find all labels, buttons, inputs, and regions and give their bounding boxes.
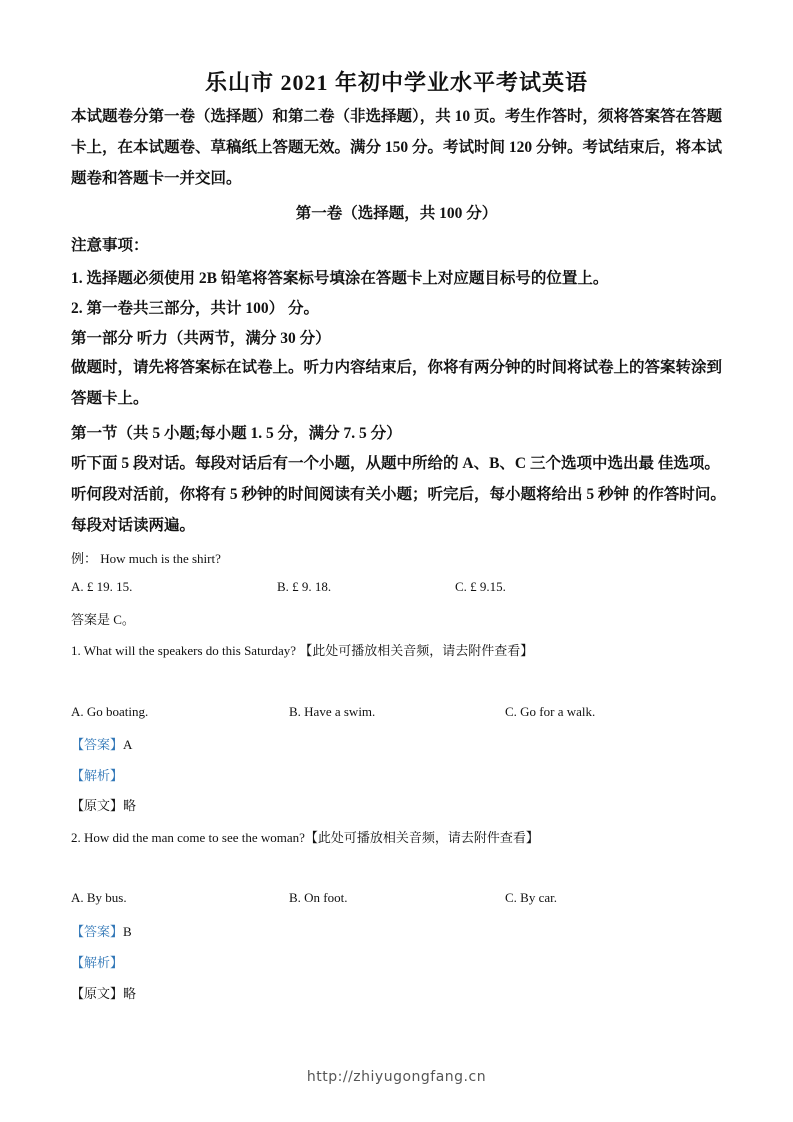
question-1-analysis-tag: 【解析】 — [71, 768, 124, 783]
example-option-a: A. £ 19. 15. — [71, 579, 133, 594]
original-value: 略 — [123, 986, 137, 1001]
answer-value: B — [123, 924, 132, 939]
note-2: 2. 第一卷共三部分，共计 100） 分。 — [71, 300, 320, 317]
section-instructions: 听下面 5 段对话。每段对话后有一个小题，从题中所给的 A、B、C 三个选项中选出最 佳选项。听何段对活前，你将有 5 秒钟的时间阅读有关小题；听完后，每小题将给出 5 秒钟 的作答时问。每段对话读两遍。 — [71, 455, 726, 534]
answer-tag: 【答案】 — [71, 737, 124, 752]
notes-heading: 注意事项： — [71, 237, 149, 254]
question-1-answer-row — [71, 734, 132, 753]
question-2-answer-row — [71, 921, 132, 940]
original-value: 略 — [123, 798, 137, 813]
example-answer: 答案是 C。 — [71, 612, 135, 627]
footer-url[interactable]: http://zhiyugongfang.cn — [306, 1069, 487, 1085]
section-heading: 第一节（共 5 小题;每小题 1. 5 分，满分 7. 5 分） — [71, 425, 402, 442]
section1-title: 第一卷（选择题，共 100 分） — [295, 205, 498, 222]
question-2-original-row — [71, 983, 136, 1002]
question-2-analysis-tag: 【解析】 — [71, 955, 124, 970]
original-tag: 【原文】 — [71, 798, 124, 813]
example-option-c: C. £ 9.15. — [455, 579, 506, 594]
question-2-option-b: B. On foot. — [289, 890, 348, 905]
part1-heading: 第一部分 听力（共两节，满分 30 分） — [71, 330, 331, 347]
part1-instructions: 做题时，请先将答案标在试卷上。听力内容结束后，你将有两分钟的时间将试卷上的答案转涂到答题卡上。 — [71, 359, 723, 407]
question-1-option-c: C. Go for a walk. — [505, 704, 596, 719]
answer-value: A — [123, 737, 133, 752]
question-2-text: 2. How did the man come to see the woman?【此处可播放相关音频，请去附件查看】 — [71, 830, 539, 845]
question-2-option-a: A. By bus. — [71, 890, 127, 905]
answer-tag: 【答案】 — [71, 924, 124, 939]
question-1-option-a: A. Go boating. — [71, 704, 149, 719]
question-1-text: 1. What will the speakers do this Saturday? 【此处可播放相关音频，请去附件查看】 — [71, 643, 534, 658]
question-2-option-c: C. By car. — [505, 890, 557, 905]
example-question: 例： How much is the shirt? — [71, 551, 221, 566]
question-1-original-row — [71, 795, 136, 814]
question-1-option-b: B. Have a swim. — [289, 704, 376, 719]
note-1: 1. 选择题必须使用 2B 铅笔将答案标号填涂在答题卡上对应题目标号的位置上。 — [71, 270, 609, 287]
exam-title: 乐山市 2021 年初中学业水平考试英语 — [204, 70, 588, 95]
example-option-b: B. £ 9. 18. — [277, 579, 332, 594]
intro-paragraph: 本试题卷分第一卷（选择题）和第二卷（非选择题），共 10 页。考生作答时，须将答案答在答题卡上，在本试题卷、草稿纸上答题无效。满分 150 分。考试时间 120 分钟。考试结束后，将本试题卷和答题卡一并交回。 — [71, 108, 723, 187]
original-tag: 【原文】 — [71, 986, 124, 1001]
